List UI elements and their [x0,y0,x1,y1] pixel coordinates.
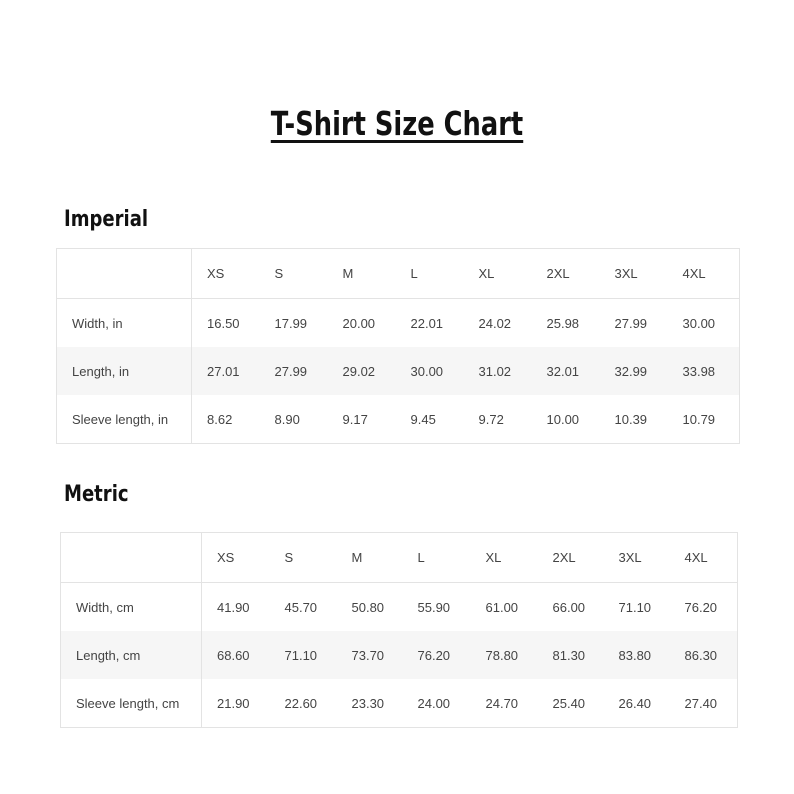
measurement-cell: 9.17 [342,411,368,427]
measurement-cell: 22.60 [284,695,318,711]
measurement-cell: 8.62 [207,411,233,427]
size-header-m: M [337,533,403,583]
size-header-s: S [260,249,328,299]
measurement-cell: 83.80 [604,631,670,679]
measurement-cell: 86.30 [670,631,738,679]
corner-cell [61,533,202,583]
imperial-size-table [56,248,740,444]
size-header-2xl: 2XL [538,533,604,583]
size-header-4xl: 4XL [668,249,740,299]
measurement-cell: 27.01 [192,347,260,395]
measurement-cell: 71.10 [270,631,337,679]
size-header-3xl: 3XL [600,249,668,299]
measurement-cell: 23.30 [351,695,385,711]
size-header-4xl: 4XL [670,533,738,583]
measurement-cell: 22.01 [410,315,444,331]
measurement-cell: 81.30 [538,631,604,679]
measurement-cell: 30.00 [396,347,464,395]
row-label: Width, cm [61,583,202,632]
measurement-cell: 66.00 [552,599,586,615]
table-row [57,395,740,444]
metric-size-table [60,532,738,728]
measurement-cell: 61.00 [485,599,519,615]
measurement-cell: 41.90 [217,599,250,615]
size-header-l: L [396,249,464,299]
measurement-cell: 16.50 [207,315,240,331]
table-header-row [57,249,740,299]
measurement-cell: 24.02 [478,315,512,331]
size-header-xs: XS [202,533,270,583]
table-row [61,583,738,632]
table-row [57,347,740,395]
measurement-cell: 68.60 [202,631,270,679]
measurement-cell: 10.39 [614,411,648,427]
size-header-2xl: 2XL [532,249,600,299]
measurement-cell: 17.99 [274,315,308,331]
measurement-cell: 10.00 [546,411,580,427]
measurement-cell: 9.72 [478,411,504,427]
measurement-cell: 30.00 [682,315,716,331]
measurement-cell: 78.80 [471,631,538,679]
measurement-cell: 55.90 [417,599,451,615]
size-header-xl: XL [464,249,532,299]
page-title-text: T-Shirt Size Chart [270,104,524,143]
measurement-cell: 76.20 [684,599,718,615]
measurement-cell: 25.98 [546,315,580,331]
measurement-cell: 32.99 [600,347,668,395]
table-row [61,631,738,679]
measurement-cell: 76.20 [403,631,471,679]
metric-heading: Metric [64,482,129,507]
size-header-m: M [328,249,396,299]
page-title [87,104,706,144]
measurement-cell: 10.79 [682,411,716,427]
measurement-cell: 71.10 [618,599,652,615]
corner-cell [57,249,192,299]
measurement-cell: 21.90 [217,695,250,711]
measurement-cell: 29.02 [328,347,396,395]
measurement-cell: 27.99 [260,347,328,395]
measurement-cell: 26.40 [618,695,652,711]
size-header-xs: XS [192,249,260,299]
row-label: Sleeve length, in [57,395,192,444]
measurement-cell: 31.02 [464,347,532,395]
imperial-heading: Imperial [64,207,149,232]
measurement-cell: 27.40 [684,695,718,711]
measurement-cell: 20.00 [342,315,376,331]
measurement-cell: 45.70 [284,599,318,615]
measurement-cell: 8.90 [274,411,300,427]
row-label: Sleeve length, cm [61,679,202,728]
size-header-l: L [403,533,471,583]
size-header-s: S [270,533,337,583]
measurement-cell: 25.40 [552,695,586,711]
size-header-3xl: 3XL [604,533,670,583]
measurement-cell: 9.45 [410,411,436,427]
table-header-row [61,533,738,583]
measurement-cell: 50.80 [351,599,385,615]
row-label: Length, in [57,347,192,395]
row-label: Length, cm [61,631,202,679]
measurement-cell: 73.70 [337,631,403,679]
measurement-cell: 24.70 [485,695,519,711]
measurement-cell: 27.99 [614,315,648,331]
table-row [61,679,738,728]
measurement-cell: 33.98 [668,347,740,395]
table-row [57,299,740,348]
measurement-cell: 24.00 [417,695,451,711]
measurement-cell: 32.01 [532,347,600,395]
row-label: Width, in [57,299,192,348]
size-header-xl: XL [471,533,538,583]
